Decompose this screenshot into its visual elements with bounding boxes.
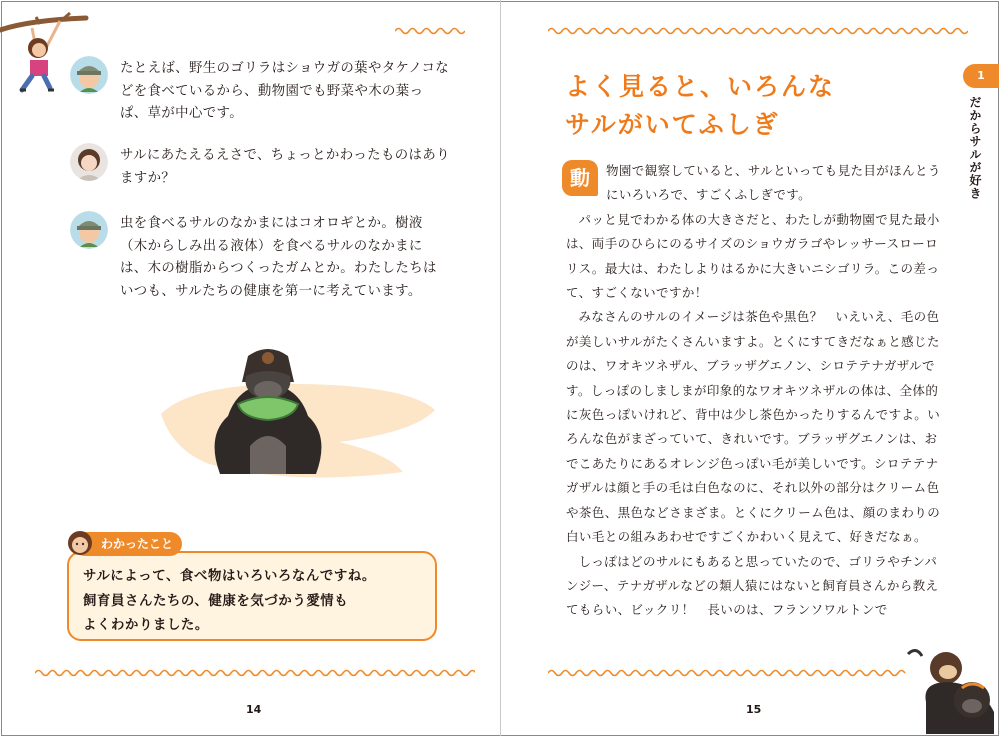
chapter-label: だからサルが好き	[968, 96, 982, 200]
zookeeper-icon	[70, 56, 108, 94]
drop-cap-initial: 動	[562, 160, 598, 196]
wavy-rule-top-right	[548, 26, 968, 36]
body-paragraph: しっぽはどのサルにもあると思っていたので、ゴリラやチンパンジー、テナガザルなどの類人猿にはないと飼育員さんから教えてもらい、ビックリ！ 長いのは、フランソワルトンで	[566, 553, 939, 618]
note-tag: わかったこと	[73, 532, 182, 556]
dialogue-text: たとえば、野生のゴリラはショウガの葉やタケノコなどを食べているから、動物園でも野菜や木の葉っぱ、草が中心です。	[120, 61, 450, 121]
dialogue-keeper-2	[70, 211, 450, 307]
wavy-rule-top-left	[395, 26, 465, 36]
body-paragraph: パッと見でわかる体の大きさだと、わたしが動物園で見た最小は、両手のひらにのるサイズのショウガラゴやレッサースローロリス。最大は、わたしよりはるかに大きいニシゴリラ。この差って、すごくないですか！	[566, 211, 940, 301]
dialogue-text: サルにあたえるえさで、ちょっとかわったものはありますか？	[120, 148, 450, 186]
dialogue-text: 虫を食べるサルのなかまにはコオロギとか。樹液（木からしみ出る液体）を食べるサルのなかまには、木の樹脂からつくったガムとか。わたしたちはいつも、サルたちの健康を第一に考えています。	[120, 216, 437, 299]
monkeys-illustration	[902, 642, 998, 734]
dialogue-keeper-1	[70, 56, 450, 128]
zookeeper-icon	[70, 211, 108, 249]
body-text	[566, 159, 942, 623]
title-line: よく見ると、いろんな	[565, 72, 836, 101]
note-line: サルによって、食べ物はいろいろなんですね。	[83, 569, 376, 584]
summary-note-text	[83, 565, 428, 639]
keeper-avatar	[70, 56, 108, 94]
page-number-left: 14	[246, 703, 262, 716]
note-line: 飼育員さんたちの、健康を気づかう愛情も	[83, 593, 349, 609]
chapter-number-tab: 1	[963, 64, 999, 88]
gorilla-eating-illustration	[198, 346, 338, 476]
wavy-rule-bottom-right	[548, 668, 908, 678]
section-title	[565, 68, 835, 144]
page-number-right: 15	[746, 703, 762, 716]
body-paragraph: 物園で観察していると、サルといっても見た目がほんとうにいろいろで、すごくふしぎです。	[606, 163, 941, 203]
keeper-avatar	[70, 211, 108, 249]
wavy-rule-bottom-left	[35, 668, 475, 678]
gutter-line	[500, 0, 501, 736]
body-paragraph: みなさんのサルのイメージは茶色や黒色？ いえいえ、毛の色が美しいサルがたくさんいますよ。とくにすてきだなぁと感じたのは、ワオキツネザル、ブラッザグエノン、シロテテナガザルです。しっぽのしましまが印象的なワオキツネザルの体は、全体的に灰色っぽいけれど、背中は少し茶色かったりするんですよ。いろんな色がまざっていて、きれいです。ブラッザグエノンは、おでこあたりにあるオレンジ色っぽい毛が美しいです。シロテテナガザルは顔と手の毛は白色なのに、それ以外の部分はクリーム色や茶色、黒色などさまざま。とくにクリーム色は、顔のまわりの白い毛との組みあわせですごくかわいく見えて、好きだなぁ。	[566, 309, 941, 545]
author-avatar	[70, 143, 108, 181]
title-line: サルがいてふしぎ	[565, 110, 780, 139]
summary-note-box	[67, 551, 437, 641]
dialogue-author	[70, 143, 450, 193]
note-line: よくわかりました。	[83, 618, 209, 633]
author-portrait-icon	[70, 143, 108, 181]
girl-face-icon	[66, 530, 94, 556]
